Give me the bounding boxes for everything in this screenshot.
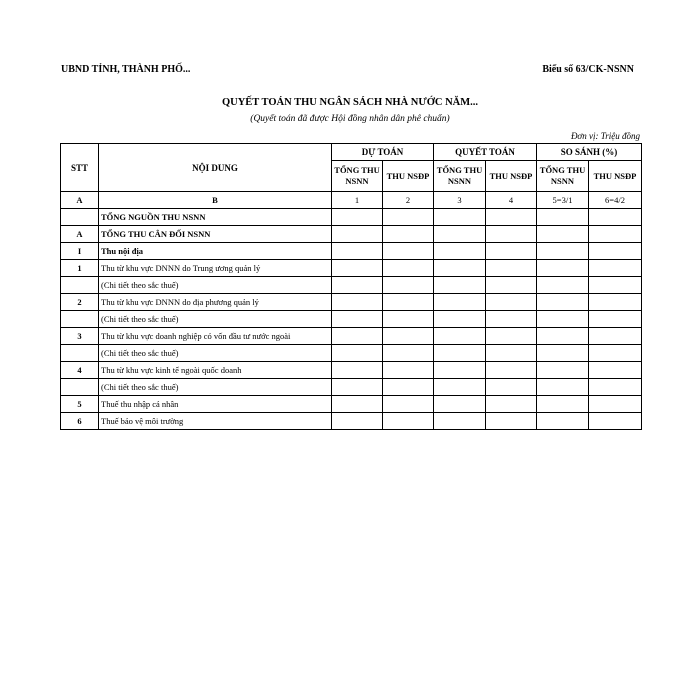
row-content: Thu từ khu vực doanh nghiệp có vốn đầu tư nước ngoài: [99, 328, 332, 345]
value-cell: [486, 209, 537, 226]
value-cell: [589, 328, 642, 345]
row-stt: [61, 379, 99, 396]
table-row: [61, 243, 642, 260]
value-cell: [589, 294, 642, 311]
value-cell: [537, 362, 589, 379]
value-cell: [434, 260, 486, 277]
header-stt: STT: [61, 144, 99, 192]
value-cell: [434, 413, 486, 430]
value-cell: [434, 294, 486, 311]
row-content: (Chi tiết theo sắc thuế): [99, 379, 332, 396]
index-cell: 1: [332, 192, 383, 209]
value-cell: [589, 413, 642, 430]
index-cell: 2: [383, 192, 434, 209]
header-quyet-toan-tong-thu: TỔNG THU NSNN: [434, 161, 486, 192]
header-du-toan-tong-thu: TỔNG THU NSNN: [332, 161, 383, 192]
value-cell: [589, 260, 642, 277]
table-row: [61, 396, 642, 413]
value-cell: [486, 413, 537, 430]
value-cell: [332, 277, 383, 294]
value-cell: [537, 345, 589, 362]
value-cell: [383, 379, 434, 396]
value-cell: [486, 379, 537, 396]
value-cell: [589, 226, 642, 243]
table-row: [61, 345, 642, 362]
index-cell: A: [61, 192, 99, 209]
value-cell: [486, 294, 537, 311]
value-cell: [434, 277, 486, 294]
value-cell: [537, 277, 589, 294]
value-cell: [486, 277, 537, 294]
value-cell: [332, 328, 383, 345]
row-content: (Chi tiết theo sắc thuế): [99, 311, 332, 328]
value-cell: [486, 345, 537, 362]
table-row: [61, 362, 642, 379]
value-cell: [383, 328, 434, 345]
value-cell: [589, 277, 642, 294]
row-stt: 2: [61, 294, 99, 311]
value-cell: [537, 311, 589, 328]
value-cell: [383, 260, 434, 277]
value-cell: [589, 209, 642, 226]
value-cell: [383, 362, 434, 379]
value-cell: [486, 226, 537, 243]
value-cell: [332, 413, 383, 430]
header-so-sanh-tong-thu: TỔNG THU NSNN: [537, 161, 589, 192]
row-stt: A: [61, 226, 99, 243]
index-cell: 3: [434, 192, 486, 209]
value-cell: [589, 396, 642, 413]
value-cell: [486, 243, 537, 260]
document-subtitle: (Quyết toán đã được Hội đồng nhân dân phê chuẩn): [250, 114, 450, 124]
row-stt: [61, 311, 99, 328]
value-cell: [332, 396, 383, 413]
table-row: [61, 226, 642, 243]
header-quyet-toan: QUYẾT TOÁN: [434, 144, 537, 161]
row-content: Thuế bảo vệ môi trường: [99, 413, 332, 430]
value-cell: [332, 311, 383, 328]
value-cell: [332, 345, 383, 362]
table-row: [61, 294, 642, 311]
value-cell: [537, 226, 589, 243]
value-cell: [383, 413, 434, 430]
row-content: Thuế thu nhập cá nhân: [99, 396, 332, 413]
budget-table: [60, 143, 642, 430]
document-title: QUYẾT TOÁN THU NGÂN SÁCH NHÀ NƯỚC NĂM...: [221, 97, 479, 108]
row-content: Thu từ khu vực DNNN do Trung ương quản lý: [99, 260, 332, 277]
value-cell: [537, 379, 589, 396]
row-stt: 5: [61, 396, 99, 413]
table-row: [61, 277, 642, 294]
form-number: Biểu số 63/CK-NSNN: [542, 64, 634, 75]
value-cell: [486, 362, 537, 379]
row-stt: [61, 277, 99, 294]
value-cell: [537, 243, 589, 260]
index-cell: 6=4/2: [589, 192, 642, 209]
row-content: TỔNG THU CÂN ĐỐI NSNN: [99, 226, 332, 243]
value-cell: [434, 226, 486, 243]
row-content: TỔNG NGUỒN THU NSNN: [99, 209, 332, 226]
value-cell: [383, 311, 434, 328]
value-cell: [383, 277, 434, 294]
value-cell: [434, 396, 486, 413]
row-stt: 1: [61, 260, 99, 277]
value-cell: [537, 294, 589, 311]
value-cell: [537, 209, 589, 226]
value-cell: [589, 362, 642, 379]
table-row: [61, 379, 642, 396]
value-cell: [486, 260, 537, 277]
row-stt: I: [61, 243, 99, 260]
unit-label: Đơn vị: Triệu đồng: [570, 131, 640, 141]
row-stt: 6: [61, 413, 99, 430]
value-cell: [434, 328, 486, 345]
table-row: [61, 328, 642, 345]
row-stt: [61, 345, 99, 362]
value-cell: [383, 396, 434, 413]
value-cell: [589, 345, 642, 362]
value-cell: [537, 328, 589, 345]
value-cell: [486, 311, 537, 328]
value-cell: [434, 209, 486, 226]
row-content: (Chi tiết theo sắc thuế): [99, 277, 332, 294]
header-so-sanh-thu-nsdp: THU NSĐP: [589, 161, 642, 192]
value-cell: [383, 294, 434, 311]
value-cell: [537, 260, 589, 277]
value-cell: [332, 226, 383, 243]
value-cell: [332, 362, 383, 379]
value-cell: [383, 226, 434, 243]
row-content: (Chi tiết theo sắc thuế): [99, 345, 332, 362]
table-body: [61, 209, 642, 430]
header-du-toan-thu-nsdp: THU NSĐP: [383, 161, 434, 192]
value-cell: [434, 311, 486, 328]
header-quyet-toan-thu-nsdp: THU NSĐP: [486, 161, 537, 192]
value-cell: [332, 294, 383, 311]
index-cell: B: [99, 192, 332, 209]
header-du-toan: DỰ TOÁN: [332, 144, 434, 161]
value-cell: [434, 345, 486, 362]
row-content: Thu từ khu vực kinh tế ngoài quốc doanh: [99, 362, 332, 379]
table-row: [61, 311, 642, 328]
row-content: Thu nội địa: [99, 243, 332, 260]
value-cell: [434, 379, 486, 396]
value-cell: [486, 396, 537, 413]
value-cell: [589, 311, 642, 328]
value-cell: [383, 209, 434, 226]
value-cell: [589, 243, 642, 260]
table-row: [61, 209, 642, 226]
table-row: [61, 260, 642, 277]
value-cell: [434, 243, 486, 260]
row-stt: 3: [61, 328, 99, 345]
value-cell: [332, 243, 383, 260]
value-cell: [434, 362, 486, 379]
row-stt: [61, 209, 99, 226]
row-stt: 4: [61, 362, 99, 379]
value-cell: [332, 209, 383, 226]
value-cell: [537, 396, 589, 413]
value-cell: [537, 413, 589, 430]
table-row: [61, 413, 642, 430]
header-content: NỘI DUNG: [99, 144, 332, 192]
index-cell: 4: [486, 192, 537, 209]
value-cell: [332, 379, 383, 396]
index-cell: 5=3/1: [537, 192, 589, 209]
agency-name: UBND TỈNH, THÀNH PHỐ...: [61, 64, 191, 75]
row-content: Thu từ khu vực DNNN do địa phương quản lý: [99, 294, 332, 311]
value-cell: [332, 260, 383, 277]
header-so-sanh: SO SÁNH (%): [537, 144, 642, 161]
value-cell: [486, 328, 537, 345]
value-cell: [383, 243, 434, 260]
value-cell: [589, 379, 642, 396]
value-cell: [383, 345, 434, 362]
